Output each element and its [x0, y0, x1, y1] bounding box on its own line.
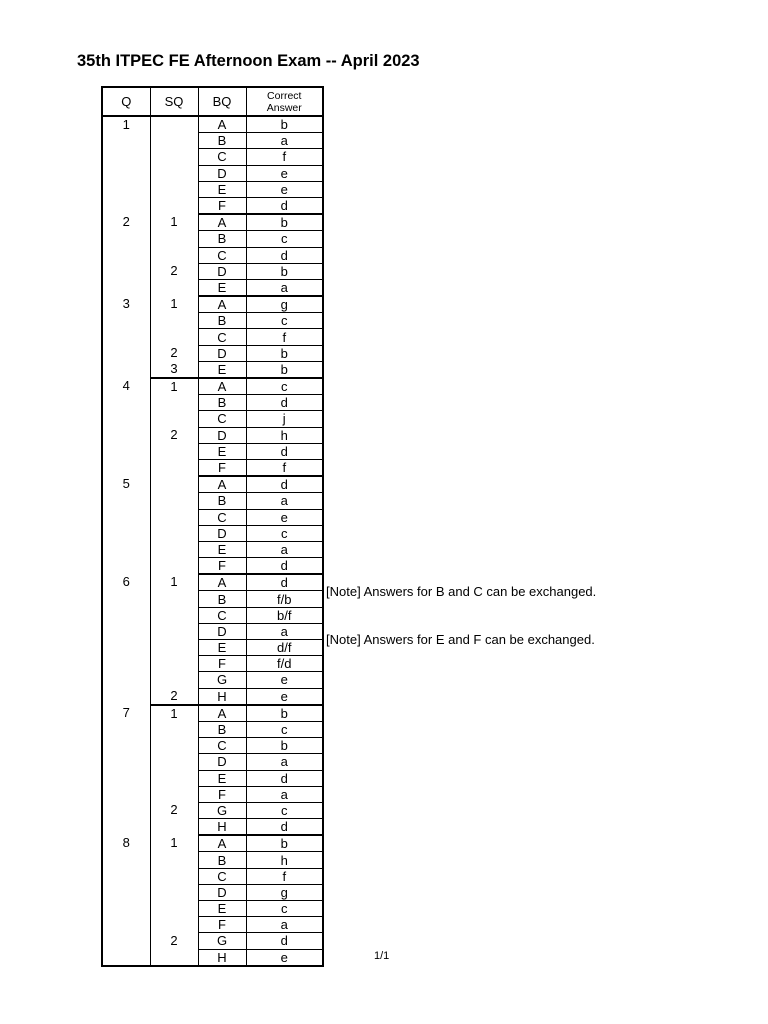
correct-answer: f	[246, 868, 323, 884]
correct-answer: f	[246, 329, 323, 345]
correct-answer: e	[246, 688, 323, 705]
correct-answer: d	[246, 933, 323, 949]
sub-question-number: 1	[150, 835, 198, 933]
blank-question-label: A	[198, 574, 246, 591]
correct-answer: b	[246, 214, 323, 231]
correct-answer: b	[246, 835, 323, 852]
table-row	[102, 835, 323, 852]
correct-answer: b	[246, 263, 323, 279]
blank-question-label: C	[198, 247, 246, 263]
header-answer-line1: Correct	[267, 89, 302, 102]
blank-question-label: B	[198, 591, 246, 607]
correct-answer: b	[246, 345, 323, 361]
table-row	[102, 705, 323, 722]
correct-answer: c	[246, 378, 323, 395]
correct-answer: d/f	[246, 640, 323, 656]
correct-answer: e	[246, 509, 323, 525]
correct-answer: c	[246, 901, 323, 917]
correct-answer: d	[246, 247, 323, 263]
blank-question-label: E	[198, 279, 246, 296]
blank-question-label: C	[198, 607, 246, 623]
blank-question-label: D	[198, 345, 246, 361]
question-number: 6	[102, 574, 150, 705]
blank-question-label: B	[198, 231, 246, 247]
blank-question-label: G	[198, 672, 246, 688]
sub-question-number: 2	[150, 263, 198, 296]
sub-question-number: 2	[150, 802, 198, 835]
correct-answer: f/d	[246, 656, 323, 672]
blank-question-label: G	[198, 802, 246, 818]
blank-question-label: G	[198, 933, 246, 949]
correct-answer: f	[246, 459, 323, 476]
table-row	[102, 296, 323, 313]
blank-question-label: B	[198, 852, 246, 868]
blank-question-label: D	[198, 884, 246, 900]
sub-question-number	[150, 476, 198, 574]
blank-question-label: C	[198, 738, 246, 754]
sub-question-number: 1	[150, 705, 198, 803]
blank-question-label: B	[198, 313, 246, 329]
table-row	[102, 116, 323, 133]
blank-question-label: D	[198, 754, 246, 770]
correct-answer: c	[246, 231, 323, 247]
correct-answer: b	[246, 738, 323, 754]
correct-answer: b	[246, 705, 323, 722]
page-number: 1/1	[374, 950, 390, 962]
blank-question-label: D	[198, 263, 246, 279]
correct-answer: e	[246, 949, 323, 966]
blank-question-label: D	[198, 525, 246, 541]
sub-question-number: 2	[150, 427, 198, 476]
blank-question-label: D	[198, 165, 246, 181]
correct-answer: g	[246, 884, 323, 900]
correct-answer: d	[246, 476, 323, 493]
header-sq: SQ	[150, 87, 198, 116]
sub-question-number: 2	[150, 688, 198, 705]
blank-question-label: E	[198, 541, 246, 557]
question-number: 4	[102, 378, 150, 476]
correct-answer: b/f	[246, 607, 323, 623]
sub-question-number: 1	[150, 378, 198, 427]
header-correct-answer	[246, 87, 323, 116]
sub-question-number: 1	[150, 296, 198, 345]
blank-question-label: D	[198, 623, 246, 639]
blank-question-label: E	[198, 181, 246, 197]
blank-question-label: F	[198, 786, 246, 802]
blank-question-label: F	[198, 197, 246, 214]
blank-question-label: D	[198, 427, 246, 443]
table-row	[102, 476, 323, 493]
blank-question-label: A	[198, 835, 246, 852]
correct-answer: g	[246, 296, 323, 313]
question-number: 1	[102, 116, 150, 214]
header-answer-line2: Answer	[266, 101, 302, 114]
correct-answer: e	[246, 165, 323, 181]
sub-question-number	[150, 116, 198, 214]
sub-question-number: 1	[150, 214, 198, 263]
blank-question-label: A	[198, 214, 246, 231]
blank-question-label: H	[198, 688, 246, 705]
correct-answer: f/b	[246, 591, 323, 607]
correct-answer: c	[246, 802, 323, 818]
table-row	[102, 378, 323, 395]
blank-question-label: F	[198, 656, 246, 672]
correct-answer: a	[246, 917, 323, 933]
question-number: 8	[102, 835, 150, 966]
question-number: 2	[102, 214, 150, 296]
note-ef-exchange: [Note] Answers for E and F can be exchanged.	[326, 632, 595, 647]
correct-answer: a	[246, 786, 323, 802]
blank-question-label: B	[198, 493, 246, 509]
question-number: 3	[102, 296, 150, 378]
correct-answer: b	[246, 116, 323, 133]
blank-question-label: H	[198, 819, 246, 836]
correct-answer: d	[246, 770, 323, 786]
sub-question-number: 1	[150, 574, 198, 688]
blank-question-label: E	[198, 901, 246, 917]
page-title: 35th ITPEC FE Afternoon Exam -- April 2023	[77, 52, 420, 70]
correct-answer: b	[246, 361, 323, 378]
blank-question-label: E	[198, 770, 246, 786]
question-number: 7	[102, 705, 150, 836]
correct-answer: a	[246, 279, 323, 296]
table-row	[102, 574, 323, 591]
correct-answer: j	[246, 411, 323, 427]
blank-question-label: E	[198, 640, 246, 656]
sub-question-number: 3	[150, 361, 198, 378]
correct-answer: h	[246, 427, 323, 443]
correct-answer: d	[246, 197, 323, 214]
blank-question-label: E	[198, 443, 246, 459]
correct-answer: d	[246, 395, 323, 411]
correct-answer: h	[246, 852, 323, 868]
correct-answer: a	[246, 493, 323, 509]
correct-answer: c	[246, 525, 323, 541]
blank-question-label: C	[198, 509, 246, 525]
correct-answer: d	[246, 819, 323, 836]
correct-answer: a	[246, 541, 323, 557]
note-bc-exchange: [Note] Answers for B and C can be exchanged.	[326, 584, 597, 599]
blank-question-label: A	[198, 296, 246, 313]
header-q: Q	[102, 87, 150, 116]
blank-question-label: B	[198, 721, 246, 737]
blank-question-label: C	[198, 149, 246, 165]
table-row	[102, 214, 323, 231]
blank-question-label: F	[198, 558, 246, 575]
blank-question-label: A	[198, 476, 246, 493]
sub-question-number: 2	[150, 933, 198, 966]
blank-question-label: A	[198, 116, 246, 133]
correct-answer: d	[246, 443, 323, 459]
table-body	[102, 116, 323, 966]
correct-answer: d	[246, 574, 323, 591]
table-header	[102, 87, 323, 116]
question-number: 5	[102, 476, 150, 574]
correct-answer: a	[246, 754, 323, 770]
blank-question-label: B	[198, 133, 246, 149]
blank-question-label: F	[198, 917, 246, 933]
correct-answer: c	[246, 313, 323, 329]
correct-answer: e	[246, 672, 323, 688]
blank-question-label: B	[198, 395, 246, 411]
blank-question-label: A	[198, 378, 246, 395]
blank-question-label: F	[198, 459, 246, 476]
blank-question-label: C	[198, 329, 246, 345]
blank-question-label: C	[198, 868, 246, 884]
correct-answer: e	[246, 181, 323, 197]
sub-question-number: 2	[150, 345, 198, 361]
correct-answer: c	[246, 721, 323, 737]
correct-answer: a	[246, 133, 323, 149]
blank-question-label: A	[198, 705, 246, 722]
correct-answer: a	[246, 623, 323, 639]
correct-answer: f	[246, 149, 323, 165]
header-bq: BQ	[198, 87, 246, 116]
answer-table	[101, 86, 324, 967]
blank-question-label: C	[198, 411, 246, 427]
blank-question-label: H	[198, 949, 246, 966]
correct-answer: d	[246, 558, 323, 575]
blank-question-label: E	[198, 361, 246, 378]
